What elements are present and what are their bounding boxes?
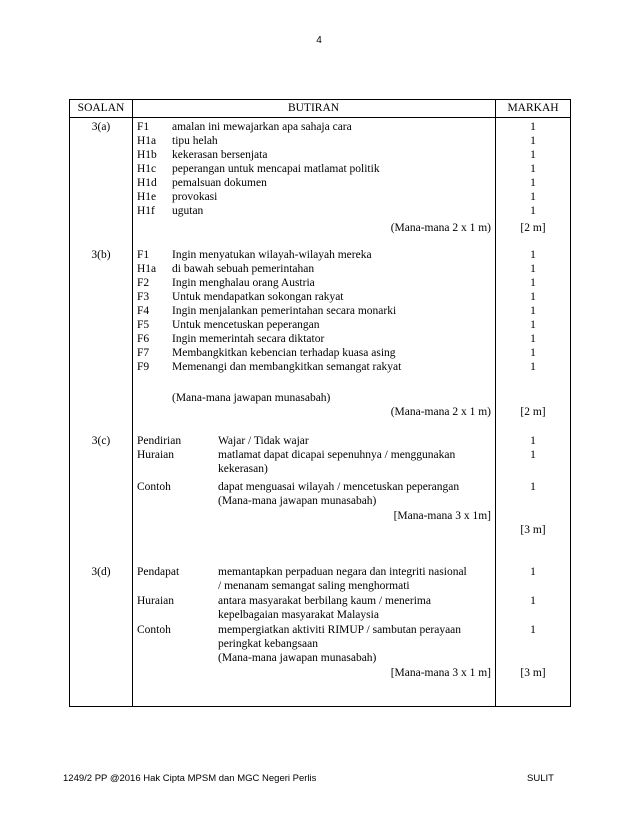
answer-mark: 1 xyxy=(530,135,536,147)
answer-text: Untuk mendapatkan sokongan rakyat xyxy=(172,291,344,303)
answer-mark: 1 xyxy=(530,435,536,447)
criterion-text: antara masyarakat berbilang kaum / menerima xyxy=(218,595,431,607)
criterion-label: Huraian xyxy=(137,449,175,461)
answer-code: H1e xyxy=(137,191,157,203)
question-label-3a: 3(a) xyxy=(91,121,111,133)
question-label-3c: 3(c) xyxy=(91,435,111,447)
criterion-text: kekerasan) xyxy=(218,463,268,475)
answer-text: Memenangi dan membangkitkan semangat rakyat xyxy=(172,361,402,373)
scoring-note: [Mana-mana 3 x 1m] xyxy=(393,510,491,522)
answer-code: F4 xyxy=(137,305,150,317)
criterion-label: Contoh xyxy=(137,481,171,493)
total-mark: [3 m] xyxy=(520,524,546,536)
answer-code: H1a xyxy=(137,135,157,147)
criterion-text: mempergiatkan aktiviti RIMUP / sambutan perayaan xyxy=(218,624,462,636)
answer-text: amalan ini mewajarkan apa sahaja cara xyxy=(172,121,352,133)
answer-mark: 1 xyxy=(530,277,536,289)
question-label-3b: 3(b) xyxy=(91,249,111,261)
criterion-label: Pendirian xyxy=(137,435,182,447)
answer-text: Ingin menjalankan pemerintahan secara monarki xyxy=(172,305,397,317)
header-markah: MARKAH xyxy=(507,102,559,114)
answer-text: kekerasan bersenjata xyxy=(172,149,268,161)
criterion-text: matlamat dapat dicapai sepenuhnya / menggunakan xyxy=(218,449,456,461)
header-divider xyxy=(70,117,570,118)
page-number: 4 xyxy=(316,35,322,46)
answer-text: di bawah sebuah pemerintahan xyxy=(172,263,315,275)
answer-text: Membangkitkan kebencian terhadap kuasa asing xyxy=(172,347,396,359)
answer-text: Ingin memerintah secara diktator xyxy=(172,333,325,345)
criterion-text: dapat menguasai wilayah / mencetuskan peperangan xyxy=(218,481,460,493)
answer-text: Ingin menyatukan wilayah-wilayah mereka xyxy=(172,249,372,261)
footer-classification: SULIT xyxy=(527,773,554,784)
total-mark: [2 m] xyxy=(520,406,546,418)
answer-code: H1f xyxy=(137,205,155,217)
criterion-text: kepelbagaian masyarakat Malaysia xyxy=(218,609,379,621)
answer-code: F2 xyxy=(137,277,150,289)
total-mark: [2 m] xyxy=(520,222,546,234)
answer-code: F1 xyxy=(137,249,150,261)
column-divider xyxy=(132,100,133,706)
answer-mark: 1 xyxy=(530,291,536,303)
answer-code: F3 xyxy=(137,291,150,303)
scoring-note: (Mana-mana jawapan munasabah) xyxy=(172,392,331,404)
answer-mark: 1 xyxy=(530,149,536,161)
answer-text: Ingin menghalau orang Austria xyxy=(172,277,315,289)
answer-text: provokasi xyxy=(172,191,218,203)
answer-code: F7 xyxy=(137,347,150,359)
answer-mark: 1 xyxy=(530,305,536,317)
answer-code: H1a xyxy=(137,263,157,275)
criterion-label: Contoh xyxy=(137,624,171,636)
criterion-text: Wajar / Tidak wajar xyxy=(218,435,309,447)
answer-mark: 1 xyxy=(530,121,536,133)
answer-mark: 1 xyxy=(530,624,536,636)
answer-mark: 1 xyxy=(530,205,536,217)
scoring-note: (Mana-mana 2 x 1 m) xyxy=(390,222,491,234)
answer-code: F9 xyxy=(137,361,150,373)
total-mark: [3 m] xyxy=(520,667,546,679)
criterion-text: memantapkan perpaduan negara dan integriti nasional xyxy=(218,566,467,578)
answer-mark: 1 xyxy=(530,361,536,373)
header-butiran: BUTIRAN xyxy=(287,102,340,114)
answer-mark: 1 xyxy=(530,566,536,578)
marking-scheme-table xyxy=(69,99,571,707)
answer-mark: 1 xyxy=(530,319,536,331)
answer-code: F6 xyxy=(137,333,150,345)
answer-mark: 1 xyxy=(530,347,536,359)
answer-text: tipu helah xyxy=(172,135,218,147)
header-soalan: SOALAN xyxy=(77,102,125,114)
answer-mark: 1 xyxy=(530,249,536,261)
answer-text: Untuk mencetuskan peperangan xyxy=(172,319,320,331)
answer-code: H1b xyxy=(137,149,157,161)
answer-mark: 1 xyxy=(530,595,536,607)
question-label-3d: 3(d) xyxy=(91,566,111,578)
answer-mark: 1 xyxy=(530,163,536,175)
answer-mark: 1 xyxy=(530,191,536,203)
answer-text: pemalsuan dokumen xyxy=(172,177,267,189)
criterion-label: Pendapat xyxy=(137,566,180,578)
criterion-label: Huraian xyxy=(137,595,175,607)
answer-text: ugutan xyxy=(172,205,204,217)
answer-mark: 1 xyxy=(530,263,536,275)
answer-mark: 1 xyxy=(530,449,536,461)
criterion-text: / menanam semangat saling menghormati xyxy=(218,580,410,592)
answer-text: peperangan untuk mencapai matlamat politik xyxy=(172,163,380,175)
criterion-text: peringkat kebangsaan xyxy=(218,638,318,650)
footer-copyright: 1249/2 PP @2016 Hak Cipta MPSM dan MGC Negeri Perlis xyxy=(63,773,317,784)
answer-mark: 1 xyxy=(530,333,536,345)
answer-code: F5 xyxy=(137,319,150,331)
criterion-text: (Mana-mana jawapan munasabah) xyxy=(218,652,377,664)
answer-code: H1d xyxy=(137,177,157,189)
criterion-text: (Mana-mana jawapan munasabah) xyxy=(218,495,377,507)
answer-code: H1c xyxy=(137,163,157,175)
answer-code: F1 xyxy=(137,121,150,133)
scoring-note: (Mana-mana 2 x 1 m) xyxy=(390,406,491,418)
answer-mark: 1 xyxy=(530,177,536,189)
answer-mark: 1 xyxy=(530,481,536,493)
scoring-note: [Mana-mana 3 x 1 m] xyxy=(390,667,491,679)
